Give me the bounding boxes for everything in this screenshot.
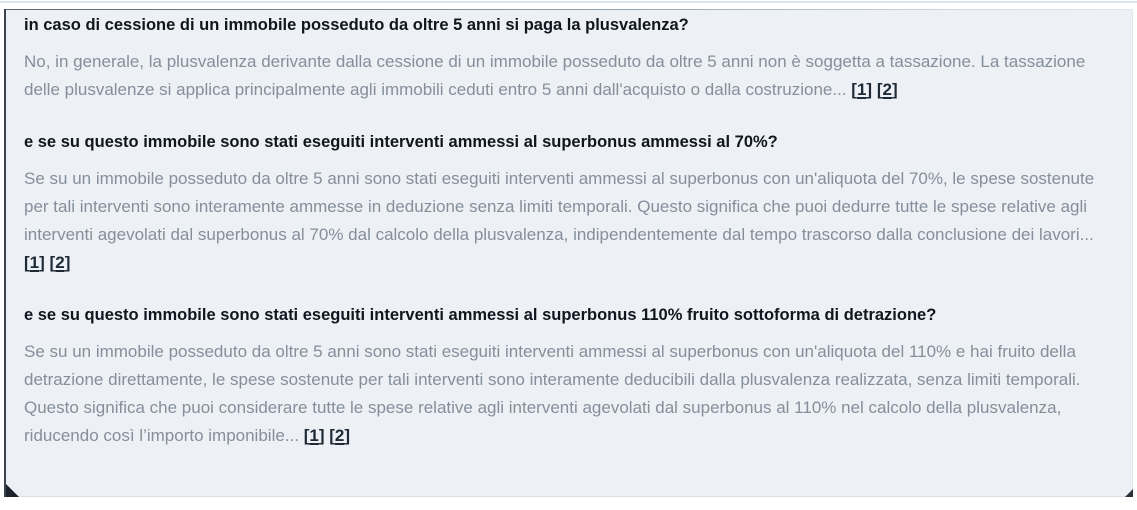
question-text-1: in caso di cessione di un immobile posseduto da oltre 5 anni si paga la plusvalenza?: [24, 16, 689, 34]
answer-text-3: [24, 338, 1115, 450]
qa-conversation-panel: [4, 9, 1133, 497]
citation-link-2-1[interactable]: [1]: [24, 253, 45, 272]
citation-link-2-2[interactable]: [2]: [49, 253, 71, 272]
citation-link-3-1[interactable]: [1]: [303, 426, 325, 445]
question-text-3: e se su questo immobile sono stati eseguiti interventi ammessi al superbonus 110% fruito sottoforma di detrazione?: [24, 306, 937, 324]
citation-link-1-1[interactable]: [1]: [851, 80, 873, 99]
panel-bottom-border: [6, 496, 1133, 497]
answer-body-3: Se su un immobile posseduto da oltre 5 anni sono stati eseguiti interventi ammessi al superbonus con un'aliquota del 110% e hai fruito della detrazione direttamente, le spese sostenute per tali interventi sono interamente deducibili dalla plusvalenza realizzata, senza limiti temporali. Questo significa che puoi considerare tutte le spese relative agli interventi agevolati dal superbonus al 110% nel calcolo della plusvalenza, riducendo così l’importo imponibile...: [24, 342, 1081, 445]
resize-handle-bottom-left-icon[interactable]: [6, 484, 19, 497]
panel-top-border: [6, 9, 1133, 10]
question-text-2: e se su questo immobile sono stati eseguiti interventi ammessi al superbonus ammessi al 70%?: [24, 133, 778, 151]
answer-text-1: [24, 48, 1115, 104]
answer-text-2: [24, 165, 1115, 277]
answer-body-1: No, in generale, la plusvalenza derivante dalla cessione di un immobile posseduto da oltre 5 anni non è soggetta a tassazione. La tassazione delle plusvalenze si applica principalmente agli immobili ceduti entro 5 anni dall'acquisto o dalla costruzione...: [24, 52, 1086, 99]
answer-body-2: Se su un immobile posseduto da oltre 5 anni sono stati eseguiti interventi ammessi al superbonus con un'aliquota del 70%, le spese sostenute per tali interventi sono interamente ammesse in deduzione senza limiti temporali. Questo significa che puoi dedurre tutte le spese relative agli interventi agevolati dal superbonus al 70% dal calcolo della plusvalenza, indipendentemente dal tempo trascorso dalla conclusione dei lavori...: [24, 169, 1095, 244]
panel-right-border: [1132, 9, 1133, 497]
top-divider: [0, 1, 1137, 3]
citation-link-1-2[interactable]: [2]: [876, 80, 898, 99]
resize-grip-bottom-right-icon[interactable]: [1125, 489, 1133, 497]
citation-link-3-2[interactable]: [2]: [329, 426, 351, 445]
